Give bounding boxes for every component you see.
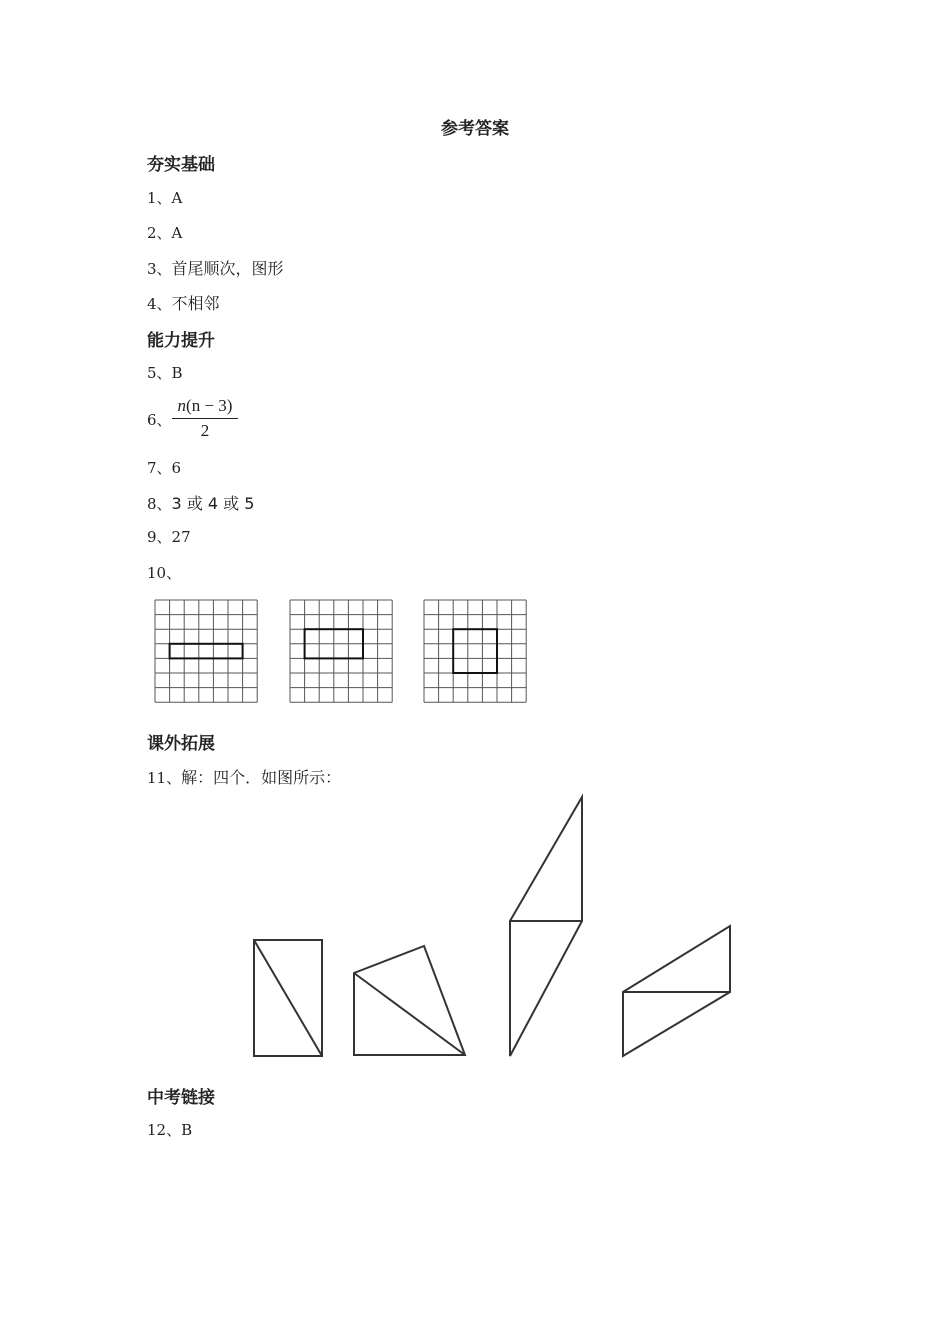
answer-9-text: 27 bbox=[171, 528, 191, 546]
section-heading-ability: 能力提升 bbox=[147, 331, 215, 351]
fraction-denominator: 2 bbox=[200, 421, 210, 440]
answer-11-text: 解：四个．如图所示： bbox=[181, 768, 342, 787]
answer-12-text: B bbox=[181, 1121, 193, 1139]
answer-12 bbox=[147, 1119, 192, 1140]
figure-tall-parallelogram bbox=[510, 797, 582, 1056]
answer-9-number: 9、 bbox=[147, 528, 172, 546]
answer-12-number: 12、 bbox=[147, 1121, 182, 1139]
answer-3-number: 3、 bbox=[147, 260, 172, 278]
answer-5-text: B bbox=[171, 364, 183, 382]
answer-2-text: A bbox=[171, 224, 183, 242]
tall-parallelogram-outline bbox=[510, 797, 582, 1056]
figure-wide-parallelogram bbox=[623, 926, 730, 1056]
numerator-variable: n bbox=[177, 396, 187, 415]
answer-1-text: A bbox=[171, 189, 183, 207]
answer-4-text: 不相邻 bbox=[171, 294, 220, 313]
answer-8-number: 8、 bbox=[147, 495, 172, 513]
section-heading-basics: 夯实基础 bbox=[147, 155, 215, 175]
answer-1-number: 1、 bbox=[147, 189, 172, 207]
figure-kite bbox=[354, 946, 465, 1055]
answer-11-number: 11、 bbox=[147, 769, 182, 787]
answer-8-text: 3 或 4 或 5 bbox=[171, 494, 255, 513]
section-heading-extension: 课外拓展 bbox=[147, 734, 215, 754]
answer-5-number: 5、 bbox=[147, 364, 172, 382]
numerator-factor: (n − 3) bbox=[186, 396, 233, 415]
kite-diagonal bbox=[354, 973, 465, 1055]
answer-7-number: 7、 bbox=[147, 459, 172, 477]
answer-7-text: 6 bbox=[171, 459, 182, 477]
kite-outline bbox=[354, 946, 465, 1055]
answer-6-number: 6、 bbox=[147, 411, 172, 429]
answer-2-number: 2、 bbox=[147, 224, 172, 242]
page-title: 参考答案 bbox=[441, 119, 509, 139]
rectangle-diagonal bbox=[254, 940, 322, 1056]
section-heading-exam-link: 中考链接 bbox=[147, 1088, 215, 1108]
answer-10-number: 10、 bbox=[147, 564, 182, 582]
figure-rectangle bbox=[254, 940, 322, 1056]
answer-3-text: 首尾顺次，图形 bbox=[171, 259, 284, 278]
answer-4-number: 4、 bbox=[147, 295, 172, 313]
